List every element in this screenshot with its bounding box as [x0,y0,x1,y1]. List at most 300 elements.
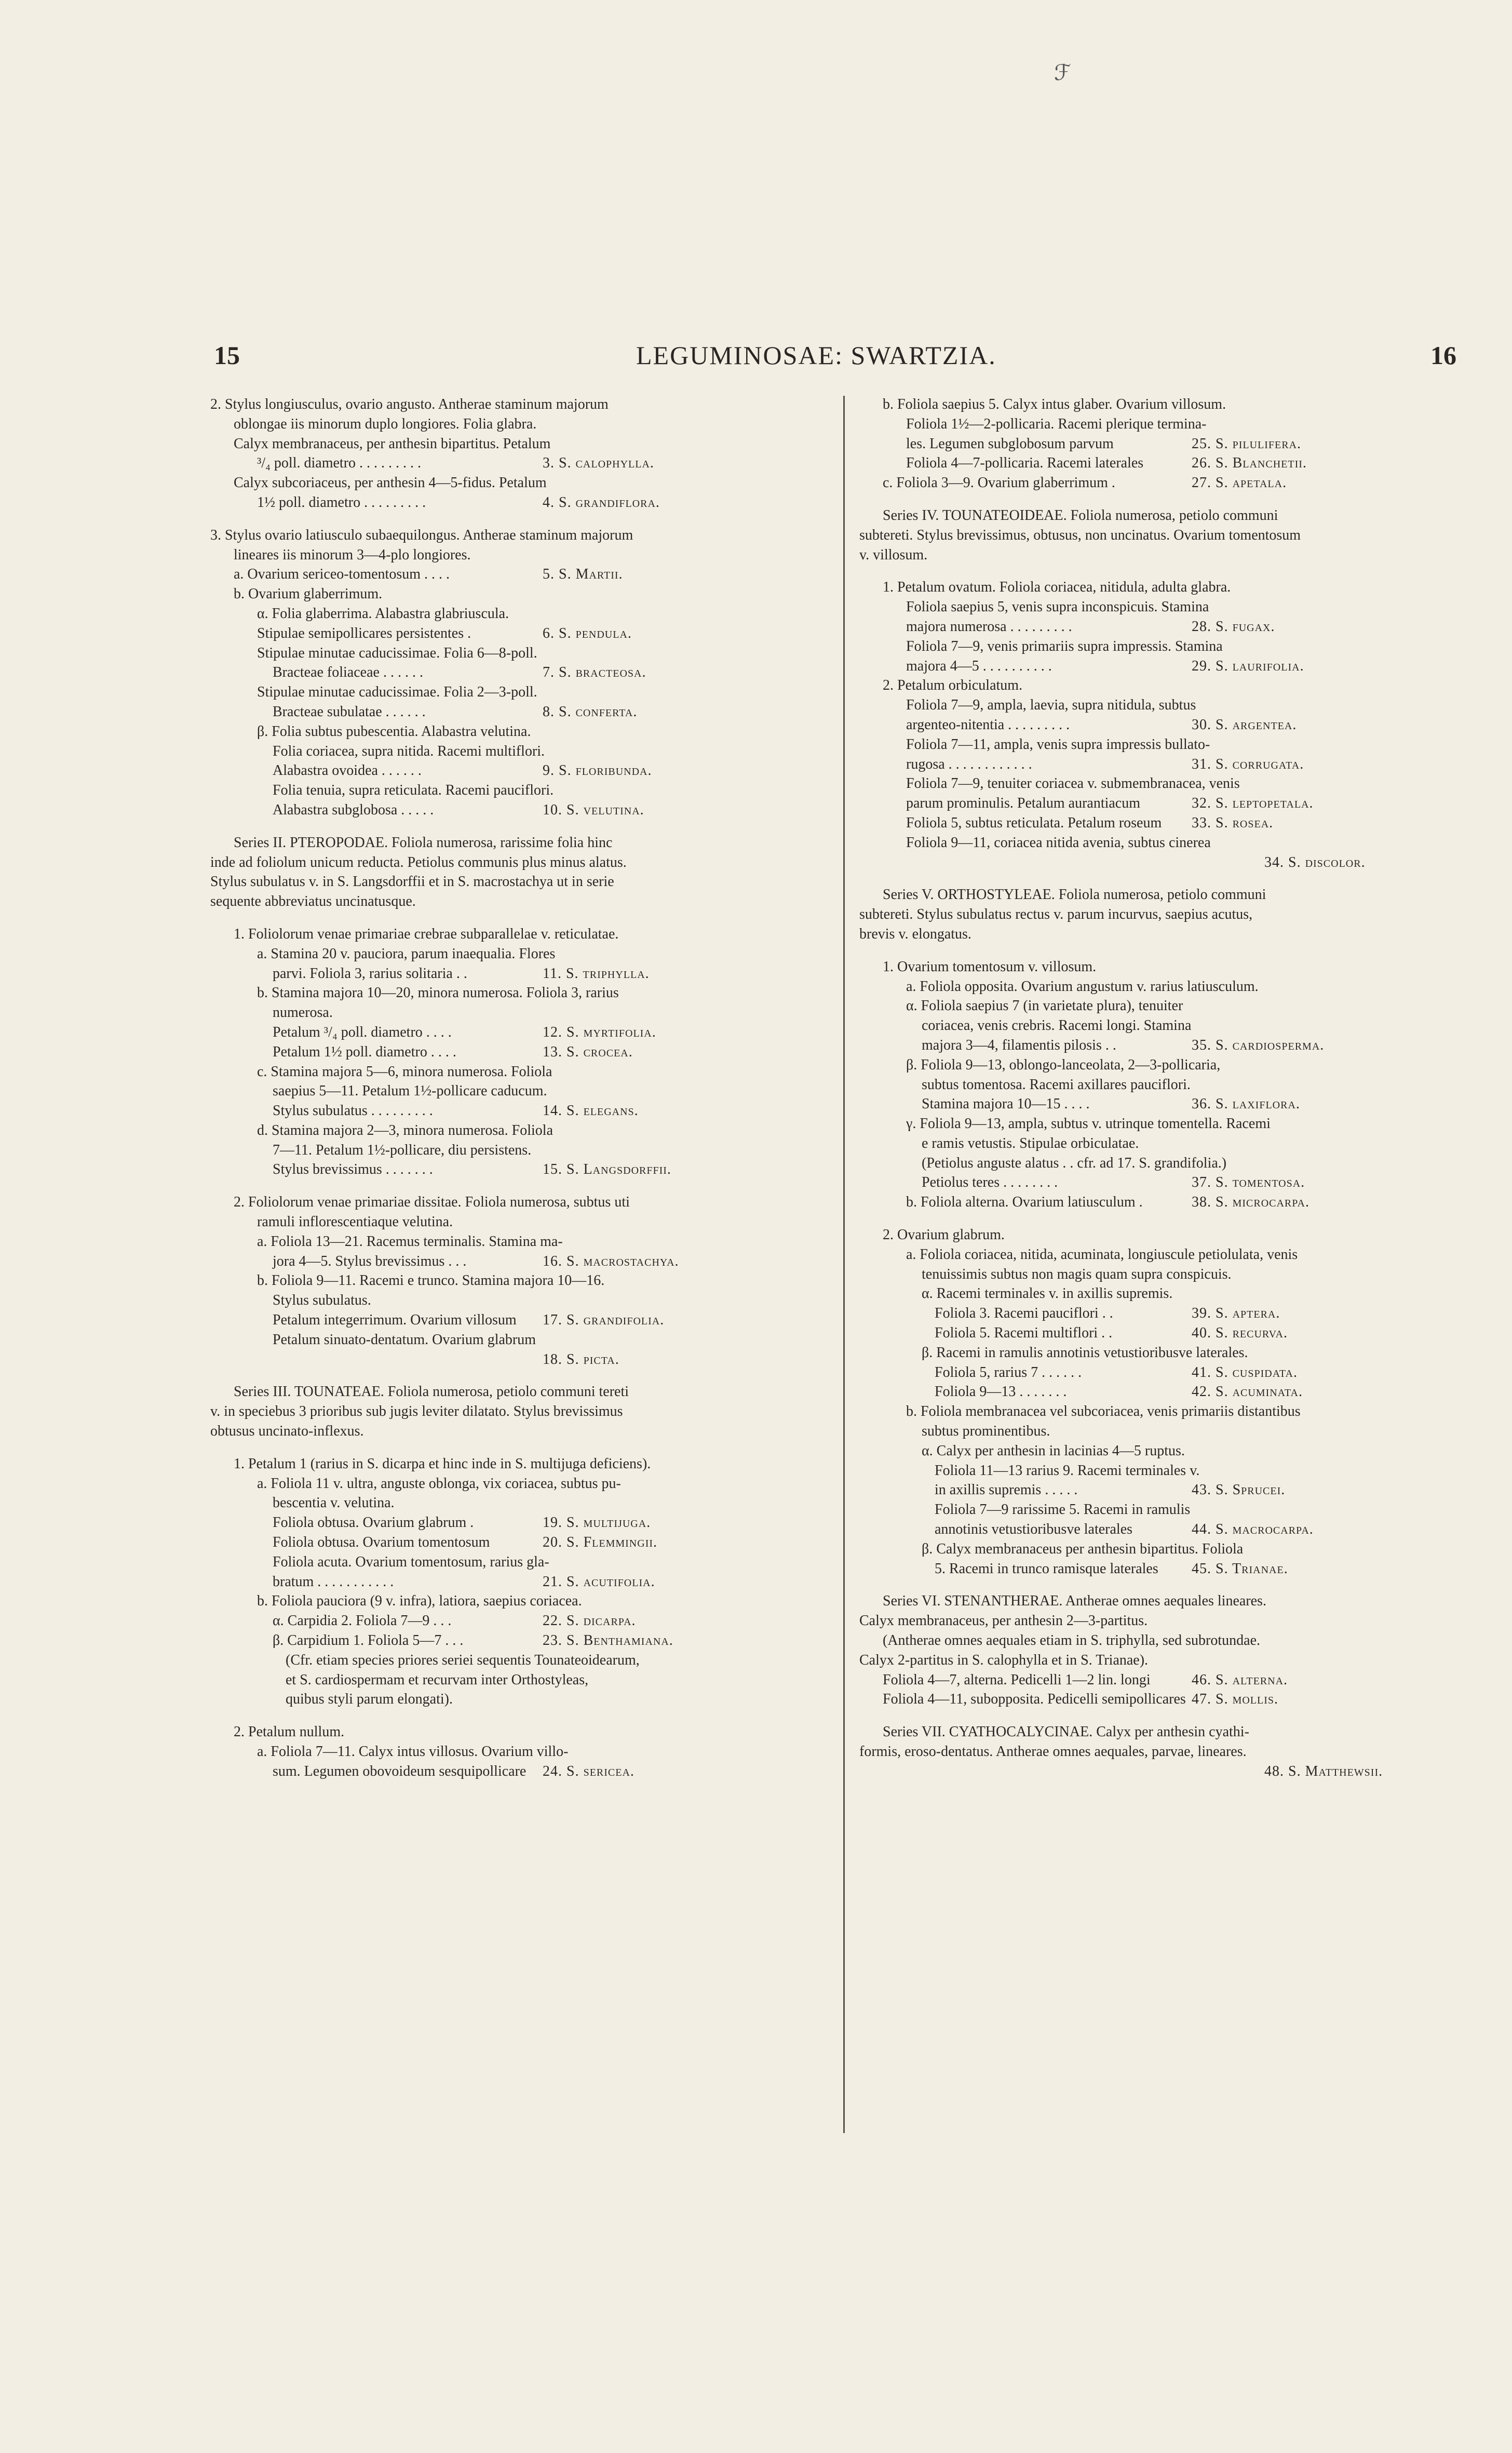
line-text: 2. Ovarium glabrum. [883,1227,1005,1243]
line-text: Calyx subcoriaceus, per anthesin 4—5-fidus. Petalum [234,475,547,491]
text-line [859,1245,1464,1265]
text-line [210,604,815,624]
text-line [210,702,815,722]
line-text: Foliola 7—9, ampla, laevia, supra nitidula, subtus [906,697,1196,714]
line-text: β. Carpidium 1. Foliola 5—7 . . . [273,1632,464,1649]
line-text: d. Stamina majora 2—3, minora numerosa. Foliola [257,1122,554,1138]
text-line [210,663,815,682]
text-line [210,924,815,944]
line-text: Stylus subulatus v. in S. Langsdorffii et in S. macrostachya ut in serie [210,874,614,890]
line-text: Foliola 4—7, alterna. Pedicelli 1—2 lin. longi [883,1671,1151,1688]
text-line [210,761,815,781]
text-line [210,964,815,984]
text-line [859,695,1464,715]
text-line [859,977,1464,997]
species-name: 7. S. bracteosa. [543,664,646,681]
line-text: Petalum ³/₄ poll. diametro . . . . [273,1024,452,1040]
text-line [859,1225,1464,1245]
text-line [210,1042,815,1062]
text-line [859,1094,1464,1114]
text-line [859,637,1464,656]
species-name: 10. S. velutina. [543,801,644,818]
line-text: b. Stamina majora 10—20, minora numerosa. Foliola 3, rarius [257,985,619,1001]
line-text: a. Foliola 13—21. Racemus terminalis. Stamina ma- [257,1233,563,1250]
text-line [859,924,1464,944]
text-line [210,493,815,513]
line-text: β. Calyx membranaceus per anthesin bipartitus. Foliola [922,1540,1244,1557]
text-line [210,565,815,584]
text-line [210,742,815,761]
text-line [210,1474,815,1494]
text-line [210,892,815,912]
line-text: β. Foliola 9—13, oblongo-lanceolata, 2—3-pollicaria, [906,1056,1221,1073]
species-name: 6. S. pendula. [543,625,632,641]
line-text: majora numerosa . . . . . . . . . [906,618,1072,635]
species-name: 20. S. Flemmingii. [543,1534,658,1551]
left-column [210,395,815,1781]
line-text: Stipulae minutae caducissimae. Folia 2—3-poll. [257,684,537,701]
text-line [859,1284,1464,1304]
text-line [210,545,815,565]
line-text: b. Foliola saepius 5. Calyx intus glaber. Ovarium villosum. [883,396,1226,412]
line-text: majora 3—4, filamentis pilosis . . [922,1037,1116,1053]
line-text: Foliola 9—11, coriacea nitida avenia, subtus cinerea [906,834,1211,851]
text-line [859,885,1464,905]
line-text: argenteo-nitentia . . . . . . . . . [906,716,1070,733]
species-name: 31. S. corrugata. [1192,756,1304,772]
text-line [210,853,815,873]
text-line [859,1631,1464,1651]
line-text: bescentia v. velutina. [273,1495,395,1511]
text-line [859,715,1464,735]
text-line [859,1192,1464,1212]
line-text: a. Ovarium sericeo-tomentosum . . . . [234,566,450,583]
species-name: 8. S. conferta. [543,703,638,720]
text-line [210,1533,815,1552]
text-line [859,833,1464,853]
text-line [859,1016,1464,1036]
text-line [859,1154,1464,1173]
line-text: Calyx membranaceus, per anthesin bipartitus. Petalum [234,435,551,452]
line-text: jora 4—5. Stylus brevissimus . . . [273,1253,467,1269]
species-name: 36. S. laxiflora. [1192,1096,1300,1112]
text-line [859,1591,1464,1611]
line-text: Stipulae semipollicares persistentes . [257,625,471,641]
species-name: 9. S. floribunda. [543,762,652,779]
line-text: tenuissimis subtus non magis quam supra conspicuis. [922,1266,1232,1282]
line-text: les. Legumen subglobosum parvum [906,435,1114,452]
paragraph-gap [210,1369,815,1382]
species-name: 25. S. pilulifera. [1192,435,1302,452]
text-line [210,1101,815,1121]
paragraph-gap [859,565,1464,578]
species-name: 27. S. apetala. [1192,475,1287,491]
text-line [210,1350,815,1370]
paragraph-gap [859,944,1464,957]
line-text: Stylus brevissimus . . . . . . . [273,1161,433,1178]
text-line [210,1192,815,1212]
line-text: Foliola 11—13 rarius 9. Racemi terminales v. [935,1462,1200,1479]
paragraph-gap [210,912,815,924]
text-line [859,1742,1464,1762]
text-line [210,1252,815,1271]
text-line [859,755,1464,774]
text-line [210,584,815,604]
species-name: 19. S. multijuga. [543,1514,651,1531]
line-text: Stylus subulatus. [273,1292,371,1309]
species-name: 47. S. mollis. [1192,1691,1279,1708]
line-text: subtus prominentibus. [922,1423,1050,1440]
line-text: sequente abbreviatus uncinatusque. [210,893,416,910]
line-text: formis, eroso-dentatus. Antherae omnes aequales, parvae, lineares. [859,1744,1247,1760]
species-name: 14. S. elegans. [543,1103,639,1119]
text-line [859,1422,1464,1441]
line-text: inde ad foliolum unicum reducta. Petiolus communis plus minus alatus. [210,854,627,870]
text-line [210,1651,815,1670]
text-line [210,1722,815,1742]
line-text: v. in speciebus 3 prioribus sub jugis leviter dilatato. Stylus brevissimus [210,1403,623,1420]
paragraph-gap [859,1709,1464,1722]
text-line [859,794,1464,813]
species-name: 21. S. acutifolia. [543,1573,655,1590]
line-text: quibus styli parum elongati). [286,1691,453,1708]
paragraph-gap [210,1179,815,1192]
text-line [210,1160,815,1179]
line-text: Foliola 9—13 . . . . . . . [935,1384,1067,1400]
species-name: 28. S. fugax. [1192,618,1275,635]
species-name: 41. S. cuspidata. [1192,1364,1298,1380]
text-line [210,983,815,1003]
species-name: 4. S. grandiflora. [543,494,660,511]
line-text: Petiolus teres . . . . . . . . [922,1174,1058,1191]
line-text: c. Foliola 3—9. Ovarium glaberrimum . [883,475,1115,491]
species-name: 48. S. Matthewsii. [1264,1763,1383,1779]
species-name: 35. S. cardiosperma. [1192,1037,1325,1053]
text-line [210,1062,815,1082]
line-text: Series IV. TOUNATEOIDEAE. Foliola numerosa, petiolo communi [883,507,1278,524]
line-text: Foliola 4—7-pollicaria. Racemi laterales [906,455,1144,472]
line-text: ³/₄ poll. diametro . . . . . . . . . [257,455,422,472]
species-name: 39. S. aptera. [1192,1305,1280,1322]
text-line [210,414,815,434]
text-line [210,1742,815,1762]
text-line [859,905,1464,924]
line-text: 2. Petalum orbiculatum. [883,677,1023,694]
species-name: 18. S. picta. [543,1351,619,1368]
line-text: Foliola obtusa. Ovarium glabrum . [273,1514,474,1531]
species-name: 34. S. discolor. [1264,854,1366,870]
text-line [859,1134,1464,1154]
text-line [859,1480,1464,1500]
text-line [210,1121,815,1141]
line-text: 1. Petalum 1 (rarius in S. dicarpa et hinc inde in S. multijuga deficiens). [234,1455,651,1472]
text-line [859,1441,1464,1461]
text-line [210,800,815,820]
line-text: β. Racemi in ramulis annotinis vetustioribusve laterales. [922,1344,1248,1361]
text-line [210,1611,815,1631]
paragraph-gap [210,513,815,526]
line-text: Series III. TOUNATEAE. Foliola numerosa, petiolo communi tereti [234,1384,629,1400]
species-name: 40. S. recurva. [1192,1325,1288,1342]
text-line [859,453,1464,473]
paragraph-gap [859,1578,1464,1591]
text-line [859,1323,1464,1343]
line-text: 2. Stylus longiusculus, ovario angusto. Antherae staminum majorum [210,396,609,412]
paragraph-gap [210,1709,815,1722]
text-line [210,1330,815,1350]
text-line [859,1343,1464,1363]
text-line [210,1382,815,1402]
text-line [859,1075,1464,1095]
species-name: 11. S. triphylla. [543,965,650,982]
text-line [210,395,815,414]
line-text: b. Foliola pauciora (9 v. infra), latiora, saepius coriacea. [257,1593,582,1610]
text-line [859,545,1464,565]
species-name: 15. S. Langsdorffii. [543,1161,671,1178]
line-text: ramuli inflorescentiaque velutina. [257,1214,453,1230]
text-line [210,1762,815,1781]
text-line [859,813,1464,833]
line-text: Bracteae subulatae . . . . . . [273,703,426,720]
line-text: parum prominulis. Petalum aurantiacum [906,795,1141,812]
text-line [859,1611,1464,1631]
line-text: oblongae iis minorum duplo longiores. Folia glabra. [234,415,537,432]
text-line [859,395,1464,414]
text-line [210,1422,815,1441]
line-text: 1½ poll. diametro . . . . . . . . . [257,494,426,511]
text-line [859,1651,1464,1670]
text-line [210,1003,815,1023]
species-name: 43. S. Sprucei. [1192,1482,1286,1498]
species-name: 45. S. Trianae. [1192,1560,1288,1577]
line-text: 5. Racemi in trunco ramisque laterales [935,1560,1158,1577]
line-text: b. Foliola alterna. Ovarium latiusculum . [906,1194,1143,1211]
line-text: α. Foliola saepius 7 (in varietate plura), tenuiter [906,998,1183,1014]
line-text: obtusus uncinato-inflexus. [210,1423,364,1440]
line-text: Stamina majora 10—15 . . . . [922,1096,1090,1112]
line-text: lineares iis minorum 3—4-plo longiores. [234,546,471,563]
line-text: (Antherae omnes aequales etiam in S. triphylla, sed subrotundae. [883,1632,1261,1649]
line-text: Foliola 1½—2-pollicaria. Racemi plerique termina- [906,415,1207,432]
text-line [859,1500,1464,1520]
text-line [210,453,815,473]
line-text: Foliola 5, rarius 7 . . . . . . [935,1364,1082,1380]
species-name: 24. S. sericea. [543,1763,634,1779]
line-text: Foliola 5. Racemi multiflori . . [935,1325,1113,1342]
line-text: Alabastra subglobosa . . . . . [273,801,434,818]
line-text: Folia tenuia, supra reticulata. Racemi pauciflori. [273,782,554,799]
line-text: c. Stamina majora 5—6, minora numerosa. Foliola [257,1063,552,1080]
line-text: numerosa. [273,1004,333,1021]
line-text: β. Folia subtus pubescentia. Alabastra velutina. [257,723,531,740]
text-line [210,682,815,702]
text-line [859,1265,1464,1284]
line-text: rugosa . . . . . . . . . . . . [906,756,1032,772]
line-text: γ. Foliola 9—13, ampla, subtus v. utrinque tomentella. Racemi [906,1116,1271,1132]
text-line [210,1271,815,1291]
paragraph-gap [859,1212,1464,1225]
text-line [210,1023,815,1042]
text-line [210,1081,815,1101]
text-line [859,1382,1464,1402]
line-text: Petalum integerrimum. Ovarium villosum [273,1312,517,1329]
line-text: 1. Foliolorum venae primariae crebrae subparallelae v. reticulatae. [234,926,619,942]
species-name: 44. S. macrocarpa. [1192,1521,1314,1538]
text-line [859,676,1464,695]
line-text: 7—11. Petalum 1½-pollicare, diu persistens. [273,1142,532,1158]
line-text: majora 4—5 . . . . . . . . . . [906,658,1052,674]
line-text: Stylus subulatus . . . . . . . . . [273,1103,433,1119]
line-text: (Cfr. etiam species priores seriei sequentis Tounateoidearum, [286,1652,640,1668]
line-text: Foliola 3. Racemi pauciflori . . [935,1305,1113,1322]
text-line [210,1631,815,1651]
text-line [210,644,815,663]
line-text: annotinis vetustioribusve laterales [935,1521,1133,1538]
paragraph-gap [210,1441,815,1454]
line-text: Series II. PTEROPODAE. Foliola numerosa, rarissime folia hinc [234,834,613,851]
text-line [859,1559,1464,1579]
line-text: Calyx 2-partitus in S. calophylla et in S. Trianae). [859,1652,1149,1668]
species-name: 29. S. laurifolia. [1192,658,1304,674]
page-header [0,340,1512,377]
line-text: 1. Petalum ovatum. Foliola coriacea, nitidula, adulta glabra. [883,579,1231,596]
line-text: (Petiolus anguste alatus . . cfr. ad 17. S. grandifolia.) [922,1155,1227,1171]
text-line [859,414,1464,434]
text-line [210,1513,815,1533]
line-text: subtus tomentosa. Racemi axillares pauciflori. [922,1076,1191,1093]
text-line [210,1670,815,1690]
line-text: saepius 5—11. Petalum 1½-pollicare caducum. [273,1083,547,1100]
text-line [210,833,815,853]
text-line [210,1591,815,1611]
species-name: 37. S. tomentosa. [1192,1174,1305,1191]
line-text: α. Racemi terminales v. in axillis supremis. [922,1285,1173,1302]
text-line [859,1402,1464,1422]
paragraph-gap [859,493,1464,506]
right-column [859,395,1464,1781]
text-line [210,473,815,493]
line-text: a. Foliola opposita. Ovarium angustum v. rarius latiusculum. [906,978,1259,995]
text-line [210,1141,815,1160]
species-name: 33. S. rosea. [1192,814,1274,831]
line-text: coriacea, venis crebris. Racemi longi. Stamina [922,1017,1192,1034]
line-text: α. Carpidia 2. Foliola 7—9 . . . [273,1613,452,1629]
column-divider [843,396,845,2133]
line-text: Alabastra ovoidea . . . . . . [273,762,422,779]
text-line [859,1304,1464,1323]
text-line [859,526,1464,545]
text-line [859,735,1464,755]
text-line [210,1493,815,1513]
line-text: 3. Stylus ovario latiusculo subaequilongus. Antherae staminum majorum [210,527,633,543]
text-line [859,1173,1464,1192]
text-line [210,1402,815,1422]
text-line [210,1690,815,1709]
text-line [859,473,1464,493]
text-line [210,1310,815,1330]
line-text: a. Foliola coriacea, nitida, acuminata, longiuscule petiolulata, venis [906,1246,1298,1263]
species-name: 32. S. leptopetala. [1192,795,1314,812]
line-text: Bracteae foliaceae . . . . . . [273,664,423,681]
text-line [210,1232,815,1252]
line-text: Series VI. STENANTHERAE. Antherae omnes aequales lineares. [883,1593,1266,1610]
text-line [859,578,1464,597]
text-line [859,1762,1464,1781]
species-name: 5. S. Martii. [543,566,623,583]
line-text: sum. Legumen obovoideum sesquipollicare [273,1763,526,1779]
text-line [859,1690,1464,1709]
species-name: 46. S. alterna. [1192,1671,1288,1688]
line-text: 2. Petalum nullum. [234,1724,345,1740]
line-text: e ramis vetustis. Stipulae orbiculatae. [922,1135,1139,1151]
text-line [210,434,815,454]
text-line [859,617,1464,637]
text-line [210,624,815,644]
line-text: brevis v. elongatus. [859,926,971,942]
text-line [210,944,815,964]
text-line [210,781,815,800]
text-line [210,1291,815,1310]
paragraph-gap [210,820,815,833]
text-line [859,1539,1464,1559]
line-text: Foliola 7—9, tenuiter coriacea v. submembranacea, venis [906,775,1240,792]
text-line [859,1055,1464,1075]
line-text: a. Stamina 20 v. pauciora, parum inaequalia. Flores [257,945,556,962]
text-line [859,656,1464,676]
species-name: 23. S. Benthamiana. [543,1632,673,1649]
species-name: 38. S. microcarpa. [1192,1194,1310,1211]
text-line [210,1552,815,1572]
line-text: subtereti. Stylus brevissimus, obtusus, non uncinatus. Ovarium tomentosum [859,527,1301,543]
line-text: v. villosum. [859,546,928,563]
text-line [859,1114,1464,1134]
text-line [859,853,1464,873]
text-line [210,526,815,545]
line-text: b. Ovarium glaberrimum. [234,586,383,602]
line-text: Petalum sinuato-dentatum. Ovarium glabrum [273,1331,536,1348]
line-text: α. Folia glaberrima. Alabastra glabriuscula. [257,605,509,622]
species-name: 22. S. dicarpa. [543,1613,636,1629]
line-text: b. Foliola membranacea vel subcoriacea, venis primariis distantibus [906,1403,1301,1420]
line-text: α. Calyx per anthesin in lacinias 4—5 ruptus. [922,1442,1185,1459]
line-text: Foliola 4—11, subopposita. Pedicelli semipollicares [883,1691,1186,1708]
line-text: Foliola 7—9, venis primariis supra impressis. Stamina [906,638,1223,654]
left-page-number: 15 [214,341,240,370]
line-text: Series VII. CYATHOCALYCINAE. Calyx per anthesin cyathi- [883,1724,1249,1740]
text-line [859,1670,1464,1690]
line-text: parvi. Foliola 3, rarius solitaria . . [273,965,467,982]
species-name: 26. S. Blanchetii. [1192,455,1307,472]
line-text: Foliola 7—9 rarissime 5. Racemi in ramulis [935,1502,1191,1518]
line-text: bratum . . . . . . . . . . . [273,1573,394,1590]
line-text: Folia coriacea, supra nitida. Racemi multiflori. [273,743,545,759]
text-line [859,1722,1464,1742]
line-text: 2. Foliolorum venae primariae dissitae. Foliola numerosa, subtus uti [234,1194,630,1211]
line-text: Foliola saepius 5, venis supra inconspicuis. Stamina [906,599,1209,615]
species-name: 30. S. argentea. [1192,716,1297,733]
species-name: 17. S. grandifolia. [543,1312,665,1329]
species-name: 16. S. macrostachya. [543,1253,679,1269]
text-line [210,872,815,892]
text-line [859,1363,1464,1383]
text-line [210,1572,815,1592]
text-line [859,434,1464,454]
text-line [859,506,1464,526]
text-line [859,774,1464,794]
text-line [859,597,1464,617]
text-line [210,1454,815,1474]
line-text: b. Foliola 9—11. Racemi e trunco. Stamina majora 10—16. [257,1272,605,1289]
